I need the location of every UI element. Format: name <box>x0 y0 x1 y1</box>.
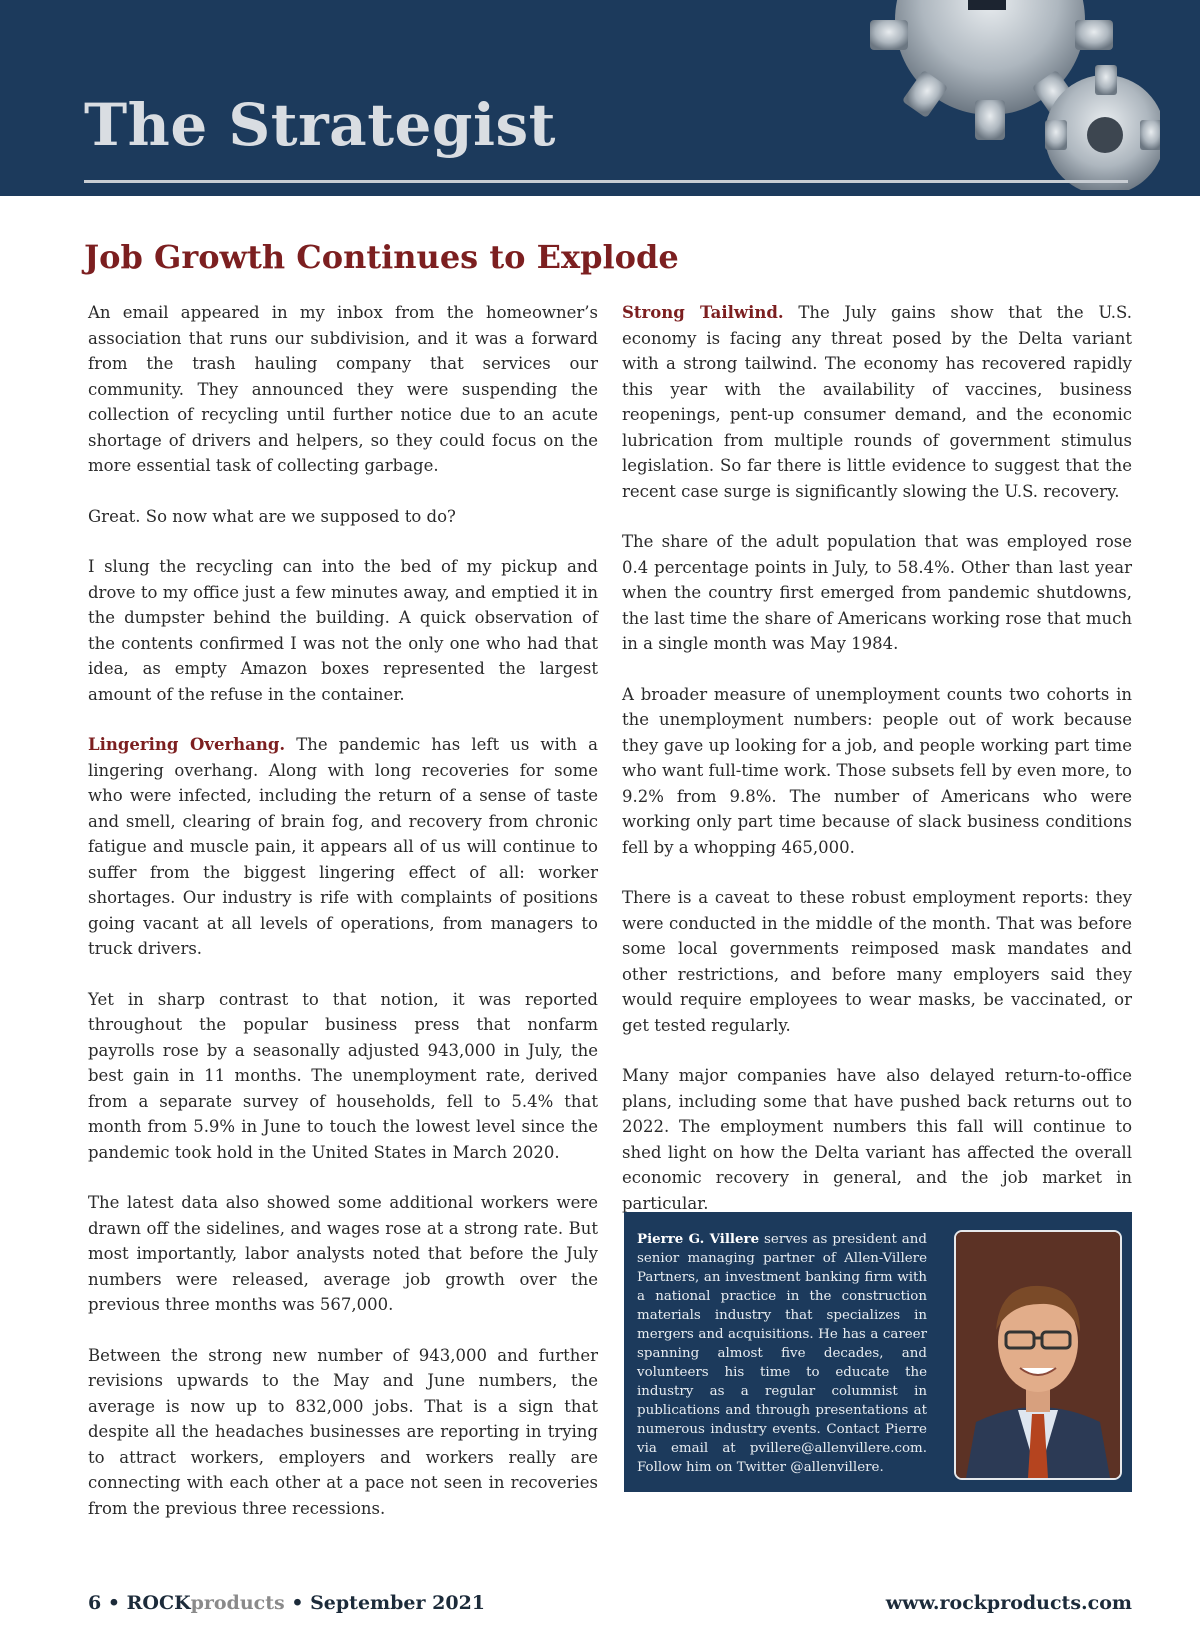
paragraph: There is a caveat to these robust employment reports: they were conducted in the middle of the month. That was before some local governments reimposed mask mandates and other restrictions, and before many employers said they would require employees to wear masks, be vaccinated, or get tested regularly. <box>622 888 1132 1035</box>
paragraph: I slung the recycling can into the bed of my pickup and drove to my office just a few minutes away, and emptied it in the dumpster behind the building. A quick observation of the contents confirmed I was not the only one who had that idea, as empty Amazon boxes represented the largest amount of the refuse in the container. <box>88 557 598 704</box>
masthead-banner <box>0 0 1200 196</box>
paragraph: A broader measure of unemployment counts two cohorts in the unemployment numbers: people out of work because they gave up looking for a job, and people working part time who want full-time work. Those subsets fell by even more, to 9.2% from 9.8%. The number of Americans who were working only part time because of slack business conditions fell by a whopping 465,000. <box>622 684 1132 857</box>
author-bio <box>637 1230 927 1477</box>
paragraph: Great. So now what are we supposed to do? <box>88 506 456 526</box>
issue-date: September 2021 <box>310 1592 486 1614</box>
right-column <box>622 300 1132 1241</box>
paragraph-text: The July gains show that the U.S. economy is facing any threat posed by the Delta variant with a strong tailwind. The economy has recovered rapidly this year with the availability of vaccines, business reopenings, pent-up consumer demand, and the economic lubrication from multiple rounds of government stimulus legislation. So far there is little evidence to suggest that the recent case surge is significantly slowing the U.S. recovery. <box>622 303 1132 501</box>
author-portrait-icon <box>956 1232 1120 1478</box>
footer-page-info <box>88 1592 485 1614</box>
author-name: Pierre G. Villere <box>637 1231 760 1247</box>
paragraph <box>88 732 598 962</box>
brand-products: products <box>190 1592 285 1614</box>
paragraph: Between the strong new number of 943,000 and further revisions upwards to the May and June numbers, the average is now up to 832,000 jobs. That is a sign that despite all the headaches businesses are reporting in trying to attract workers, employers and workers really are connecting with each other at a pace not seen in recoveries from the previous three recessions. <box>88 1345 598 1518</box>
paragraph: Yet in sharp contrast to that notion, it was reported throughout the popular business press that nonfarm payrolls rose by a seasonally adjusted 943,000 in July, the best gain in 11 months. The unemployment rate, derived from a separate survey of households, fell to 5.4% that month from 5.9% in June to touch the lowest level since the pandemic took hold in the United States in March 2020. <box>88 989 598 1162</box>
paragraph: Many major companies have also delayed return-to-office plans, including some that have pushed back returns out to 2022. The employment numbers this fall will continue to shed light on how the Delta variant has affected the overall economic recovery in general, and the job market in particular. <box>622 1066 1132 1213</box>
page-number: 6 <box>88 1592 102 1614</box>
paragraph: The share of the adult population that was employed rose 0.4 percentage points in July, to 58.4%. Other than last year when the country first emerged from pandemic shutdowns, the last time the share of Americans working rose that much in a single month was May 1984. <box>622 532 1132 653</box>
paragraph: An email appeared in my inbox from the homeowner’s association that runs our subdivision, and it was a forward from the trash hauling company that services our community. They announced they were suspending the collection of recycling until further notice due to an acute shortage of drivers and helpers, so they could focus on the more essential task of collecting garbage. <box>88 303 598 475</box>
masthead-divider <box>84 180 1128 183</box>
author-bio-box <box>624 1212 1132 1492</box>
paragraph-text: The pandemic has left us with a lingering overhang. Along with long recoveries for some who were infected, including the return of a sense of taste and smell, clearing of brain fog, and recovery from chronic fatigue and muscle pain, it appears all of us will continue to suffer from the biggest lingering effect of all: worker shortages. Our industry is rife with complaints of positions going vacant at all levels of operations, from managers to truck drivers. <box>88 735 598 958</box>
brand-rock: ROCK <box>126 1592 191 1614</box>
author-photo <box>954 1230 1122 1480</box>
footer-url[interactable]: www.rockproducts.com <box>885 1592 1132 1614</box>
article-title: Job Growth Continues to Explode <box>84 238 679 276</box>
left-column <box>88 300 598 1546</box>
subhead-lingering-overhang: Lingering Overhang. <box>88 735 286 754</box>
separator: • <box>284 1592 311 1614</box>
gear-icon <box>850 0 1160 190</box>
paragraph <box>622 300 1132 504</box>
subhead-strong-tailwind: Strong Tailwind. <box>622 303 784 322</box>
separator: • <box>101 1592 127 1614</box>
masthead-title: The Strategist <box>84 91 556 159</box>
author-bio-text: serves as president and senior managing partner of Allen-Villere Partners, an investment banking firm with a national practice in the construction materials industry that specializes in mergers and acquisitions. He has a career spanning almost five decades, and volunteers his time to educate the industry as a regular columnist in publications and through presentations at numerous industry events. Contact Pierre via email at pvillere@allenvillere.com. Follow him on Twitter @allenvillere. <box>637 1232 927 1475</box>
paragraph: The latest data also showed some additional workers were drawn off the sidelines, and wages rose at a strong rate. But most importantly, labor analysts noted that before the July numbers were released, average job growth over the previous three months was 567,000. <box>88 1193 598 1314</box>
